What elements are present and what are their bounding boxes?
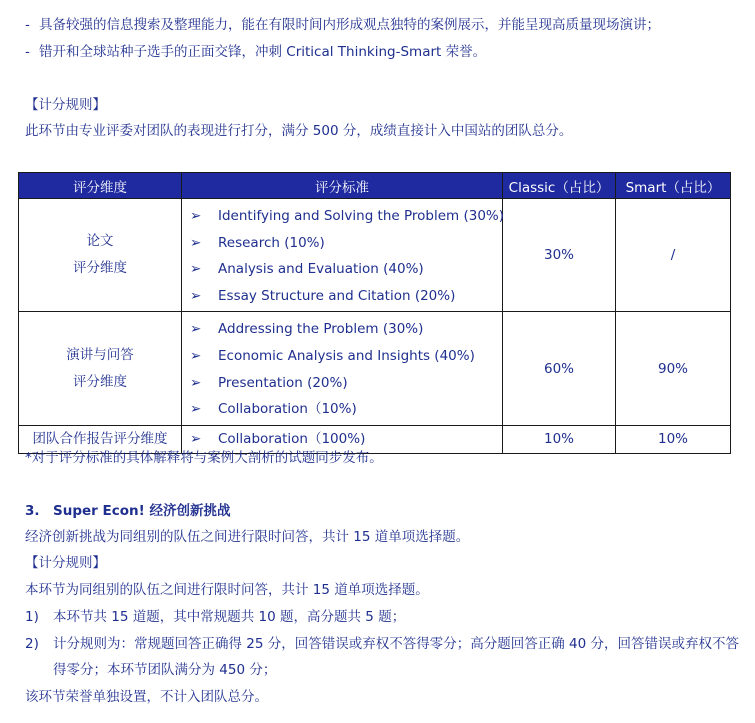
arrow-bullet-icon: ➢ [190, 430, 202, 447]
criterion-text: Economic Analysis and Insights (40%) [218, 347, 475, 364]
criterion-text: Collaboration（100%) [218, 430, 366, 447]
criterion-text: Research (10%) [218, 234, 325, 251]
item-number: 1) [25, 609, 39, 625]
dimension-line: 论文 [86, 233, 114, 250]
criterion-text: Essay Structure and Citation (20%) [218, 287, 456, 304]
arrow-bullet-icon: ➢ [190, 234, 202, 251]
arrow-bullet-icon: ➢ [190, 374, 202, 391]
item-number: 2) [25, 636, 39, 652]
table-header-row [19, 173, 731, 199]
section-closing: 该环节荣誉单独设置，不计入团队总分。 [25, 689, 268, 705]
header-smart: Smart（占比） [616, 173, 731, 199]
criterion-item [182, 370, 502, 397]
criterion-item [182, 256, 502, 283]
smart-value: / [616, 199, 731, 312]
numbered-item [25, 607, 405, 627]
arrow-bullet-icon: ➢ [190, 347, 202, 364]
criterion-item [182, 203, 505, 230]
section-description: 经济创新挑战为同组别的队伍之间进行限时问答，共计 15 道单项选择题。 [25, 529, 470, 545]
section-title-text: Super Econ! 经济创新挑战 [53, 503, 231, 519]
dimension-line: 评分维度 [73, 373, 127, 390]
dimension-cell [19, 312, 182, 425]
intro-bullet [25, 15, 660, 35]
classic-value: 10% [503, 425, 616, 453]
criterion-text: Identifying and Solving the Problem (30%) [218, 208, 505, 224]
dimension-line: 演讲与问答 [66, 346, 134, 363]
header-dimension: 评分维度 [19, 173, 182, 199]
item-text: 本环节共 15 道题，其中常规题共 10 题，高分题共 5 题； [53, 609, 406, 625]
criterion-item [182, 396, 502, 423]
classic-value: 30% [503, 199, 616, 312]
section-rules-heading: 【计分规则】 [25, 555, 106, 571]
bullet-text: 错开和全球站种子选手的正面交锋，冲刺 Critical Thinking-Smart 荣誉。 [39, 44, 487, 60]
item-continuation: 得零分；本环节团队满分为 450 分； [53, 662, 277, 678]
item-text: 计分规则为：常规题回答正确得 25 分，回答错误或弃权不答得零分；高分题回答正确 40 分，回答错误或弃权不答 [53, 636, 740, 652]
rules-heading: 【计分规则】 [25, 97, 106, 113]
criterion-item [182, 343, 502, 370]
arrow-bullet-icon: ➢ [190, 287, 202, 304]
arrow-bullet-icon: ➢ [190, 208, 202, 224]
header-classic: Classic（占比） [503, 173, 616, 199]
criterion-item [182, 283, 502, 310]
criterion-text: Analysis and Evaluation (40%) [218, 261, 424, 278]
criteria-cell [182, 312, 503, 425]
criterion-text: Presentation (20%) [218, 374, 348, 391]
dimension-line: 团队合作报告评分维度 [32, 430, 168, 447]
rules-text: 此环节由专业评委对团队的表现进行打分，满分 500 分，成绩直接计入中国站的团队总分。 [25, 123, 573, 139]
header-criteria: 评分标准 [182, 173, 503, 199]
bullet-marker: - [25, 44, 30, 60]
footnote: *对于评分标准的具体解释将与案例大剖析的试题同步发布。 [25, 450, 383, 466]
section-3-title [25, 501, 230, 521]
bullet-marker: - [25, 17, 30, 33]
scoring-table [18, 172, 731, 454]
bullet-text: 具备较强的信息搜索及整理能力，能在有限时间内形成观点独特的案例展示，并能呈现高质量现场演讲； [39, 17, 660, 33]
classic-value: 60% [503, 312, 616, 425]
section-number: 3. [25, 503, 40, 519]
criterion-text: Addressing the Problem (30%) [218, 321, 424, 338]
criterion-item [182, 316, 502, 343]
dimension-cell [19, 199, 182, 312]
arrow-bullet-icon: ➢ [190, 321, 202, 338]
arrow-bullet-icon: ➢ [190, 261, 202, 278]
intro-bullet [25, 42, 486, 62]
criteria-cell [182, 199, 503, 312]
section-rules-text: 本环节为同组别的队伍之间进行限时问答，共计 15 道单项选择题。 [25, 582, 429, 598]
numbered-item [25, 634, 739, 654]
smart-value: 90% [616, 312, 731, 425]
arrow-bullet-icon: ➢ [190, 401, 202, 418]
table-row [19, 199, 731, 312]
smart-value: 10% [616, 425, 731, 453]
criterion-text: Collaboration（10%) [218, 401, 357, 418]
criterion-item [182, 230, 502, 257]
table-row [19, 312, 731, 425]
dimension-line: 评分维度 [73, 260, 127, 277]
